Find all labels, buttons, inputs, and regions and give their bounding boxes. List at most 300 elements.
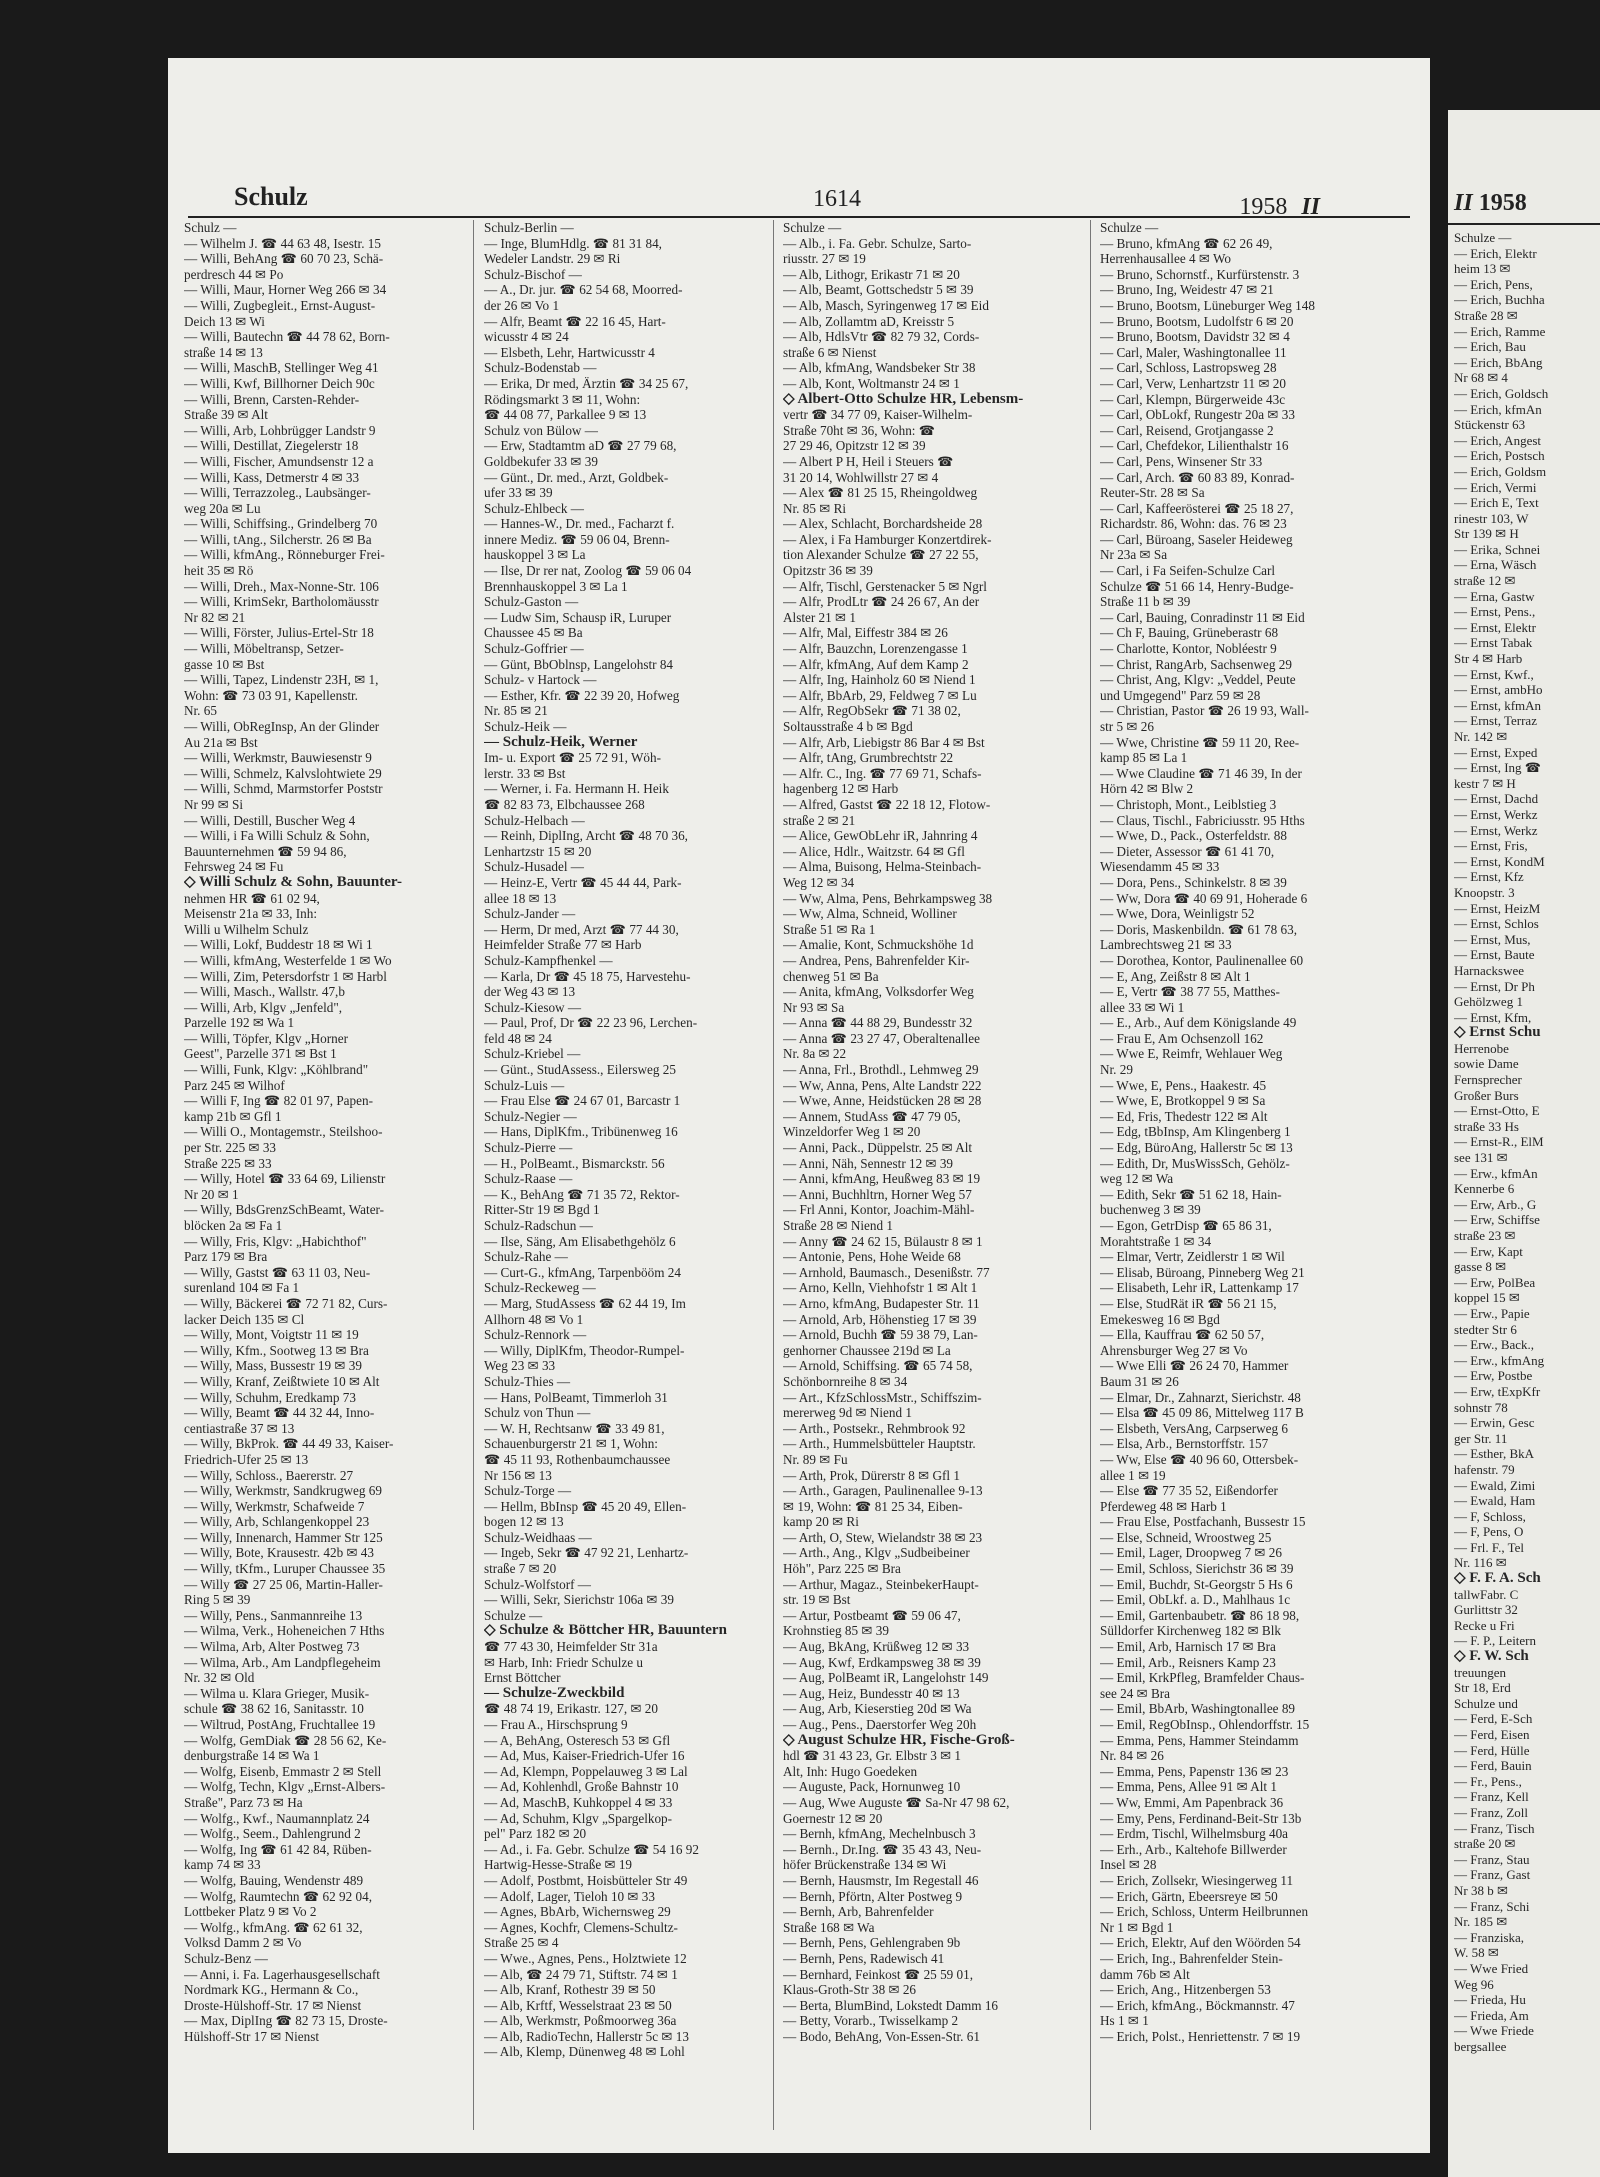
directory-entry: — Willi, Schiffsing., Grindelberg 70 [184,516,378,532]
directory-entry: — Carl, Schloss, Lastropsweg 28 [1100,360,1277,376]
directory-entry: Deich 13 ✉ Wi [184,313,265,329]
header-year-section [1239,194,1320,221]
directory-entry: Friedrich-Ufer 25 ✉ 13 [184,1451,309,1467]
directory-entry: — Aug, Arb, Kieserstieg 20d ✉ Wa [783,1701,972,1717]
directory-entry: Hörn 42 ✉ Blw 2 [1100,781,1194,797]
directory-entry: — Franz, Zoll [1454,1804,1529,1820]
directory-entry: — Willi, MaschB, Stellinger Weg 41 [184,360,379,376]
directory-entry: — Edg, tBbInsp, Am Klingenberg 1 [1100,1124,1291,1140]
directory-entry: heim 13 ✉ [1454,261,1511,277]
directory-entry: — Carl, Maler, Washingtonallee 11 [1100,344,1287,360]
directory-entry: — Aug, BkAng, Krüßweg 12 ✉ 33 [783,1639,970,1655]
directory-entry: Schulz-Bischof — [484,266,582,282]
directory-entry: — Christ, RangArb, Sachsenweg 29 [1100,656,1292,672]
directory-entry: — Willy, BdsGrenzSchBeamt, Water- [184,1202,385,1218]
directory-entry: — Willy, Bäckerei ☎ 72 71 82, Curs- [184,1295,388,1311]
directory-entry: Nr. 116 ✉ [1454,1555,1507,1571]
directory-entry: — Willi, Arb, Klgv „Jenfeld", [184,999,343,1015]
directory-entry: kestr 7 ✉ H [1454,775,1516,791]
directory-entry: — Ilse, Säng, Am Elisabethgehölz 6 [484,1233,676,1249]
directory-entry: — Berta, BlumBind, Lokstedt Damm 16 [783,1997,999,2013]
directory-entry: Parz 179 ✉ Bra [184,1249,268,1265]
directory-entry: — E, Vertr ☎ 38 77 55, Matthes- [1100,984,1280,1000]
directory-entry: — Christoph, Mont., Leiblstieg 3 [1100,796,1277,812]
directory-entry: — Ed, Fris, Thedestr 122 ✉ Alt [1100,1108,1268,1124]
directory-entry: — E., Arb., Auf dem Königslande 49 [1100,1015,1297,1031]
directory-entry: — Frau Else, Postfachanh, Bussestr 15 [1100,1514,1306,1530]
directory-entry: — Ww, Else ☎ 40 96 60, Ottersbek- [1100,1451,1299,1467]
directory-entry: — Ernst, Kwf., [1454,666,1534,682]
directory-entry: hauskoppel 3 ✉ La [484,547,586,563]
directory-entry: — Willi, Kass, Detmerstr 4 ✉ 33 [184,469,360,485]
directory-entry: — Ernst, Ing ☎ [1454,760,1541,776]
directory-entry: Schulz-Goffrier — [484,641,584,657]
directory-entry: ☎ 82 83 73, Elbchaussee 268 [484,796,645,812]
directory-entry: Hartwig-Hesse-Straße ✉ 19 [484,1857,633,1873]
directory-entry: — A., Dr. jur. ☎ 62 54 68, Moorred- [484,282,683,298]
directory-entry: — Wwe Fried [1454,1960,1529,1976]
directory-entry: — Frieda, Am [1454,2007,1529,2023]
directory-entry: straße 33 Hs [1454,1118,1519,1134]
directory-entry: Str 4 ✉ Harb [1454,651,1523,667]
directory-entry: nehmen HR ☎ 61 02 94, [184,890,320,906]
directory-entry: — Anni, Näh, Sennestr 12 ✉ 39 [783,1155,954,1171]
directory-entry: Schulz-Berlin — [484,220,574,235]
directory-entry: — Anni, kfmAng, Heußweg 83 ✉ 19 [783,1171,981,1187]
directory-entry: buchenweg 3 ✉ 39 [1100,1202,1201,1218]
directory-entry: Droste-Hülshoff-Str. 17 ✉ Nienst [184,1997,362,2013]
directory-entry: Schulz-Husadel — [484,859,584,875]
directory-entry: — Wilhelm J. ☎ 44 63 48, Isestr. 15 [184,235,381,251]
directory-entry: — Willi, kfmAng, Westerfelde 1 ✉ Wo [184,952,392,968]
adjacent-section: II [1454,190,1473,216]
directory-entry: — Ernst, Kfm, [1454,1009,1532,1025]
directory-entry: — Emma, Pens, Hammer Steindamm [1100,1732,1299,1748]
directory-entry: weg 20a ✉ Lu [184,500,261,516]
directory-entry: — Wilma, Arb, Alter Postweg 73 [184,1639,360,1655]
directory-entry: Nordmark KG., Hermann & Co., [184,1982,359,1998]
directory-entry: genhorner Chaussee 219d ✉ La [783,1342,951,1358]
directory-entry: — W. H, Rechtsanw ☎ 33 49 81, [484,1420,665,1436]
directory-entry: — Wolfg., Seem., Dahlengrund 2 [184,1826,361,1842]
directory-entry: — Alb, HdlsVtr ☎ 82 79 32, Cords- [783,329,980,345]
directory-entry: — Reinh, DiplIng, Archt ☎ 48 70 36, [484,828,688,844]
directory-entry: straße 12 ✉ [1454,573,1516,589]
directory-entry: innere Mediz. ☎ 59 06 04, Brenn- [484,531,670,547]
directory-entry: — Willi, Kwf, Billhorner Deich 90c [184,375,375,391]
directory-entry: — Ernst, Werkz [1454,806,1538,822]
directory-entry: Alster 21 ✉ 1 [783,609,856,625]
directory-entry: — Ernst-Otto, E [1454,1103,1540,1119]
directory-entry: Winzeldorfer Weg 1 ✉ 20 [783,1124,921,1140]
directory-entry: — Willi, Förster, Julius-Ertel-Str 18 [184,625,374,641]
directory-entry: Parzelle 192 ✉ Wa 1 [184,1015,295,1031]
column-divider [1090,220,1091,2130]
directory-entry: kamp 21b ✉ Gfl 1 [184,1108,282,1124]
directory-entry: — Erika, Dr med, Ärztin ☎ 34 25 67, [484,375,689,391]
directory-entry: — Erw., Back., [1454,1337,1535,1353]
directory-entry: straße 6 ✉ Nienst [783,344,877,360]
directory-column-1 [184,220,466,2140]
directory-entry: — Carl, Büroang, Saseler Heideweg [1100,531,1293,547]
directory-entry: Schulz-Raase — [484,1171,573,1187]
directory-entry: — Erw., kfmAng [1454,1352,1545,1368]
directory-entry: Schulz-Jander — [484,906,576,922]
directory-entry: — Anna, Frl., Brothdl., Lehmweg 29 [783,1062,979,1078]
directory-entry: Lottbeker Platz 9 ✉ Vo 2 [184,1904,317,1920]
directory-entry: — Ww, Dora ☎ 40 69 91, Hoherade 6 [1100,890,1308,906]
directory-entry: — Willi, Brenn, Carsten-Rehder- [184,391,360,407]
directory-entry: — Elmar, Dr., Zahnarzt, Sierichstr. 48 [1100,1389,1301,1405]
directory-entry: Fernsprecher [1454,1072,1522,1088]
directory-entry: Rödingsmarkt 3 ✉ 11, Wohn: [484,391,641,407]
directory-entry: stedter Str 6 [1454,1321,1517,1337]
directory-entry: ☎ 48 74 19, Erikastr. 127, ✉ 20 [484,1701,658,1717]
directory-entry: — Alb, ☎ 24 79 71, Stiftstr. 74 ✉ 1 [484,1966,678,1982]
directory-entry: Nr. 32 ✉ Old [184,1670,255,1686]
directory-entry: — Erich, Bau [1454,339,1526,355]
directory-entry: gasse 10 ✉ Bst [184,656,265,672]
directory-entry: Schulz-Ehlbeck — [484,500,584,516]
directory-entry: — Erich, Angest [1454,432,1542,448]
directory-entry: — Egon, GetrDisp ☎ 65 86 31, [1100,1218,1272,1233]
directory-entry: — Alice, GewObLehr iR, Jahnring 4 [783,828,978,844]
directory-entry: — Willy, Gastst ☎ 63 11 03, Neu- [184,1264,371,1280]
directory-entry: Herrenhausallee 4 ✉ Wo [1100,251,1231,267]
directory-entry: — Andrea, Pens, Bahrenfelder Kir- [783,952,970,968]
directory-entry: — Willi, Tapez, Lindenstr 23H, ✉ 1, [184,672,379,688]
directory-entry: — Willi, tAng., Silcherstr. 26 ✉ Ba [184,531,372,547]
directory-entry: — Ww, Alma, Pens, Behrkampsweg 38 [783,890,993,906]
directory-entry: — Günt., StudAssess., Eilersweg 25 [484,1062,676,1078]
directory-entry: — F. P., Leitern [1454,1633,1537,1649]
directory-entry: — Günt., Dr. med., Arzt, Goldbek- [484,469,669,485]
directory-entry: — Willi, KrimSekr, Bartholomäusstr [184,594,379,610]
directory-entry: Nr 23a ✉ Sa [1100,547,1168,563]
directory-entry: ufer 33 ✉ 39 [484,485,553,501]
directory-entry: Bauunternehmen ☎ 59 94 86, [184,843,347,859]
directory-entry: gasse 8 ✉ [1454,1259,1507,1275]
directory-entry: — Ad, Mus, Kaiser-Friedrich-Ufer 16 [484,1748,685,1764]
directory-entry: — Ad., i. Fa. Gebr. Schulze ☎ 54 16 92 [484,1841,699,1857]
directory-entry: Schulze — [783,220,842,235]
directory-entry: Schulz-Kiesow — [484,999,582,1015]
directory-entry: — Wolfg., Kwf., Naumannplatz 24 [184,1810,370,1826]
directory-entry: — Ewald, Ham [1454,1493,1536,1509]
page-header [188,176,1410,218]
directory-entry: — Betty, Vorarb., Twisselkamp 2 [783,2013,959,2029]
directory-entry: straße 7 ✉ 20 [484,1561,557,1577]
directory-entry: — Erdm, Tischl, Wilhelmsburg 40a [1100,1826,1289,1842]
directory-entry: Schulz-Reckeweg — [484,1280,596,1296]
directory-entry: Au 21a ✉ Bst [184,734,258,750]
directory-entry: Goernestr 12 ✉ 20 [783,1810,883,1826]
directory-entry: Nr. 142 ✉ [1454,729,1508,744]
directory-entry: — Carl, Verw, Lenhartzstr 11 ✉ 20 [1100,375,1286,391]
directory-entry: Nr. 8a ✉ 22 [783,1046,847,1062]
directory-entry: sohnstr 78 [1454,1399,1508,1415]
directory-entry: und Umgegend" Parz 59 ✉ 28 [1100,687,1261,703]
directory-entry: Alt, Inh: Hugo Goedeken [783,1763,918,1779]
directory-entry: — Ferd, Eisen [1454,1727,1530,1742]
directory-entry: — Alfr, BbArb, 29, Feldweg 7 ✉ Lu [783,687,977,703]
directory-entry: — Erich, Ang., Hitzenbergen 53 [1100,1982,1271,1998]
directory-entry: — Willy, Fris, Klgv: „Habichthof" [184,1233,367,1249]
directory-entry: — Aug, Heiz, Bundesstr 40 ✉ 13 [783,1685,960,1701]
directory-entry: W. 58 ✉ [1454,1945,1499,1961]
directory-entry: — Erich, Goldsm [1454,463,1547,479]
directory-entry: — Willi, Arb, Lohbrügger Landstr 9 [184,422,376,438]
directory-entry: blöcken 2a ✉ Fa 1 [184,1218,283,1233]
directory-entry: — Wolfg, Ing ☎ 61 42 84, Rüben- [184,1841,372,1857]
directory-entry: Str 139 ✉ H [1454,526,1519,542]
directory-entry: — Ernst, ambHo [1454,682,1543,698]
directory-entry: Pferdeweg 48 ✉ Harb 1 [1100,1498,1227,1514]
directory-entry: Straße 225 ✉ 33 [184,1155,272,1171]
directory-entry: ☎ 44 08 77, Parkallee 9 ✉ 13 [484,407,647,423]
directory-entry: — Anita, kfmAng, Volksdorfer Weg [783,984,974,1000]
directory-entry: rinestr 103, W [1454,510,1529,526]
directory-entry: Schulze — [1454,230,1512,245]
directory-column-3 [783,220,1065,2140]
directory-entry: — Erich, BbAng [1454,354,1543,370]
directory-entry: ◇ Ernst Schu [1454,1025,1541,1041]
directory-entry: — Esther, Kfr. ☎ 22 39 20, Hofweg [484,687,680,703]
directory-entry: — Ernst, kfmAn [1454,697,1542,713]
directory-entry: — Erich, Gärtn, Ebeersreye ✉ 50 [1100,1888,1278,1904]
directory-entry: weg 12 ✉ Wa [1100,1171,1174,1187]
directory-entry: — Alfr, Ing, Hainholz 60 ✉ Niend 1 [783,672,976,688]
directory-entry: Schulz-Luis — [484,1077,565,1093]
directory-entry: — Alfr, RegObSekr ☎ 71 38 02, [783,703,961,719]
directory-entry: — Max, DiplIng ☎ 82 73 15, Droste- [184,2013,388,2029]
directory-entry: — Arth, O, Stew, Wielandstr 38 ✉ 23 [783,1529,983,1545]
directory-entry: — Bernh, Pförtn, Alter Postweg 9 [783,1888,963,1904]
directory-entry: — Willi, Schmd, Marmstorfer Poststr [184,781,383,797]
directory-entry: — Franz, Gast [1454,1867,1531,1883]
directory-entry: der 26 ✉ Vo 1 [484,297,560,313]
directory-entry: surenland 104 ✉ Fa 1 [184,1280,300,1296]
directory-entry: — Carl, Klempn, Bürgerweide 43c [1100,391,1286,407]
directory-entry: Schulz-Bodenstab — [484,360,597,376]
directory-entry: — Aug, Kwf, Erdkampsweg 38 ✉ 39 [783,1654,981,1670]
header-name: Schulz [234,182,308,211]
directory-entry: — Alfr, Arb, Liebigstr 86 Bar 4 ✉ Bst [783,734,985,750]
directory-entry: — Marg, StudAssess ☎ 62 44 19, Im [484,1295,686,1311]
directory-entry: — Alb, Kranf, Rothestr 39 ✉ 50 [484,1982,656,1998]
directory-entry: — Alfred, Gastst ☎ 22 18 12, Flotow- [783,796,991,812]
directory-entry: — Alfr, Mal, Eiffestr 384 ✉ 26 [783,625,948,641]
directory-entry: — Willy, Mass, Bussestr 19 ✉ 39 [184,1358,362,1374]
directory-entry: — Willy, tKfm., Luruper Chaussee 35 [184,1561,386,1577]
directory-entry: — Anny ☎ 24 62 15, Bülaustr 8 ✉ 1 [783,1233,983,1249]
directory-entry: — F, Schloss, [1454,1508,1526,1524]
directory-entry: — Ad, Kohlenhdl, Große Bahnstr 10 [484,1779,679,1795]
directory-entry: — Frau Else ☎ 24 67 01, Barcastr 1 [484,1093,681,1109]
directory-entry: Schulz-Kriebel — [484,1046,581,1062]
directory-entry: Schauenburgerstr 21 ✉ 1, Wohn: [484,1436,658,1452]
directory-entry: Großer Burs [1454,1087,1519,1103]
directory-entry: — Willi O., Montagemstr., Steilshoo- [184,1124,383,1140]
directory-entry: bogen 12 ✉ 13 [484,1514,564,1530]
directory-entry: — Frau E, Am Ochsenzoll 162 [1100,1030,1264,1046]
directory-entry: — Erich, Schloss, Unterm Heilbrunnen [1100,1904,1309,1920]
directory-entry: Knoopstr. 3 [1454,884,1515,900]
directory-entry: — Anna ☎ 23 27 47, Oberaltenallee [783,1030,980,1046]
directory-entry: — Wwe Elli ☎ 26 24 70, Hammer [1100,1358,1289,1374]
directory-entry: straße 14 ✉ 13 [184,344,263,360]
directory-entry: Lenhartzstr 15 ✉ 20 [484,843,592,859]
directory-entry: Fehrsweg 24 ✉ Fu [184,859,284,875]
directory-entry: Nr 1 ✉ Bgd 1 [1100,1919,1174,1935]
directory-entry: — Alb, kfmAng, Wandsbeker Str 38 [783,360,976,376]
directory-entry: Schulz-Helbach — [484,812,585,828]
directory-entry: pel" Parz 182 ✉ 20 [484,1826,587,1842]
directory-entry: — Alb, Krftf, Wesselstraat 23 ✉ 50 [484,1997,672,2013]
directory-entry: Schulze — [484,1607,543,1623]
directory-entry: — Else ☎ 77 35 52, Eißendorfer [1100,1483,1278,1499]
directory-entry: wicusstr 4 ✉ 24 [484,329,569,345]
directory-entry: — Aug, Wwe Auguste ☎ Sa-Nr 47 98 62, [783,1794,1010,1810]
directory-entry: Stückenstr 63 [1454,417,1526,433]
directory-entry: — Alb., i. Fa. Gebr. Schulze, Sarto- [783,235,972,251]
directory-entry: — Ernst, Pens., [1454,604,1536,620]
directory-entry: — Erich, Ing., Bahrenfelder Stein- [1100,1950,1283,1966]
directory-entry: Schulz-Rennork — [484,1327,587,1343]
directory-entry: ger Str. 11 [1454,1430,1508,1446]
directory-entry: tion Alexander Schulze ☎ 27 22 55, [783,547,979,563]
directory-entry: — Arno, Kelln, Viehhofstr 1 ✉ Alt 1 [783,1280,978,1296]
directory-entry: — Hannes-W., Dr. med., Facharzt f. [484,516,675,532]
directory-entry: — Bernh, Hausmstr, Im Regestall 46 [783,1872,979,1888]
directory-entry: — Amalie, Kont, Schmuckshöhe 1d [783,937,974,953]
directory-entry: — Erna, Gastw [1454,588,1535,604]
directory-entry: — Arno, kfmAng, Budapester Str. 11 [783,1295,980,1311]
directory-entry: — Ww, Emmi, Am Papenbrack 36 [1100,1794,1284,1810]
directory-entry: — Willy, Innenarch, Hammer Str 125 [184,1529,383,1545]
directory-entry: Lambrechtsweg 21 ✉ 33 [1100,937,1232,953]
directory-entry: Schulz-Radschun — [484,1218,593,1233]
directory-entry: — Willy, Beamt ☎ 44 32 44, Inno- [184,1405,375,1421]
directory-column-4 [1100,220,1396,2140]
adjacent-page-column [1454,230,1600,2054]
directory-entry: — Emil, KrkPfleg, Bramfelder Chaus- [1100,1670,1305,1686]
directory-entry: Im- u. Export ☎ 25 72 91, Wöh- [484,750,661,766]
directory-entry: Herrenobe [1454,1040,1509,1056]
directory-entry: Straße 51 ✉ Ra 1 [783,921,876,937]
directory-entry: bergsallee [1454,2038,1507,2054]
directory-entry: heit 35 ✉ Rö [184,563,254,579]
directory-entry: — Erich, Vermi [1454,479,1537,495]
directory-entry: — Willi, Fischer, Amundsenstr 12 a [184,453,374,469]
directory-entry: — Ernst, Terraz [1454,713,1537,729]
directory-entry: — Arthur, Magaz., SteinbekerHaupt- [783,1576,979,1592]
directory-entry: — Willy, Arb, Schlangenkoppel 23 [184,1514,370,1530]
directory-entry: — Edith, Dr, MusWissSch, Gehölz- [1100,1155,1290,1171]
directory-entry: chenweg 51 ✉ Ba [783,968,879,984]
directory-entry: höfer Brückenstraße 134 ✉ Wi [783,1857,947,1873]
directory-entry: — Wolfg, Bauing, Wendenstr 489 [184,1872,364,1888]
directory-entry: Geest", Parzelle 371 ✉ Bst 1 [184,1046,337,1062]
directory-entry: — Alb, Klemp, Dünenweg 48 ✉ Lohl [484,2044,685,2060]
adjacent-page [1448,110,1600,2177]
directory-entry: — Ewald, Zimi [1454,1477,1536,1493]
directory-entry: hagenberg 12 ✉ Harb [783,781,899,797]
directory-entry: Schulz- v Hartock — [484,672,597,688]
directory-entry: Straße 28 ✉ Niend 1 [783,1218,893,1233]
directory-entry: — Arth., Postsekr., Rehmbrook 92 [783,1420,966,1436]
directory-entry: — Willy, BkProk. ☎ 44 49 33, Kaiser- [184,1436,394,1452]
directory-entry: Wiesendamm 45 ✉ 33 [1100,859,1220,875]
directory-entry: — Emil, BbArb, Washingtonallee 89 [1100,1701,1296,1717]
directory-entry: Schulz-Heik — [484,719,567,734]
directory-entry: — Ernst, KondM [1454,853,1545,869]
directory-entry: — Artur, Postbeamt ☎ 59 06 47, [783,1607,961,1623]
directory-entry: Nr. 84 ✉ 26 [1100,1748,1164,1764]
directory-entry: Schulz-Gaston — [484,594,579,610]
directory-entry: feld 48 ✉ 24 [484,1030,552,1046]
directory-entry: str. 19 ✉ Bst [783,1592,851,1608]
directory-entry: — Alfr, Bauzchn, Lorenzengasse 1 [783,641,968,657]
directory-entry: — Karla, Dr ☎ 45 18 75, Harvestehu- [484,968,691,984]
directory-entry: Schulze ☎ 51 66 14, Henry-Budge- [1100,578,1294,594]
directory-entry: — Carl, i Fa Seifen-Schulze Carl [1100,563,1276,579]
directory-entry: — Ernst, Baute [1454,947,1535,963]
directory-entry: — Willy, Schloss., Baererstr. 27 [184,1467,354,1483]
directory-entry: — Annem, StudAss ☎ 47 79 05, [783,1108,961,1124]
directory-entry: — Adolf, Lager, Tieloh 10 ✉ 33 [484,1888,655,1904]
directory-entry: — Alfr. C., Ing. ☎ 77 69 71, Schafs- [783,765,982,781]
page-number: 1614 [813,186,861,212]
directory-entry: Nr 93 ✉ Sa [783,999,845,1015]
directory-entry: Insel ✉ 28 [1100,1857,1157,1873]
directory-entry: — Erich, kfmAng., Böckmannstr. 47 [1100,1997,1295,2013]
directory-entry: — Alfr, Beamt ☎ 22 16 45, Hart- [484,313,666,329]
directory-entry: Schulz-Wolfstorf — [484,1576,591,1592]
directory-entry: Schulz von Bülow — [484,422,598,438]
directory-entry: Soltausstraße 4 b ✉ Bgd [783,719,913,734]
directory-entry: — Willi, Werkmstr, Bauwiesenstr 9 [184,750,372,766]
directory-entry: — Elsa ☎ 45 09 86, Mittelweg 117 B [1100,1405,1304,1421]
directory-entry: Goldbekufer 33 ✉ 39 [484,453,598,469]
directory-entry: Gehölzweg 1 [1454,994,1523,1010]
adjacent-page-header [1454,190,1527,217]
directory-entry: — Herm, Dr med, Arzt ☎ 77 44 30, [484,921,679,937]
directory-entry: — Carl, Kaffeerösterei ☎ 25 18 27, [1100,500,1294,516]
directory-entry: — Ch F, Bauing, Grüneberastr 68 [1100,625,1279,641]
directory-entry: — Bernh, Arb, Bahrenfelder [783,1904,934,1920]
directory-entry: Schulz-Weidhaas — [484,1529,592,1545]
directory-entry: — Hans, PolBeamt, Timmerloh 31 [484,1389,668,1405]
directory-entry: — Arnhold, Baumasch., Desenißstr. 77 [783,1264,990,1280]
directory-entry: — Erich, Postsch [1454,448,1545,464]
directory-entry: hdl ☎ 31 43 23, Gr. Elbstr 3 ✉ 1 [783,1748,962,1764]
directory-entry: — Wwe Claudine ☎ 71 46 39, In der [1100,765,1302,781]
directory-entry: Nr. 89 ✉ Fu [783,1451,848,1467]
directory-entry: — Alfr, tAng, Grumbrechtstr 22 [783,750,954,766]
directory-entry: — Art., KfzSchlossMstr., Schiffszim- [783,1389,982,1405]
directory-entry: see 24 ✉ Bra [1100,1685,1171,1701]
directory-entry: — Alex ☎ 81 25 15, Rheingoldweg [783,485,978,501]
directory-entry: per Str. 225 ✉ 33 [184,1140,277,1156]
directory-entry: — Bernh, Pens, Radewisch 41 [783,1950,945,1966]
directory-entry: — Paul, Prof, Dr ☎ 22 23 96, Lerchen- [484,1015,698,1031]
directory-entry: ☎ 45 11 93, Rothenbaumchaussee [484,1451,671,1467]
directory-entry: — Ernst, Kfz [1454,869,1524,885]
directory-entry: Schulz-Kampfhenkel — [484,952,613,968]
directory-entry: — Erich, Buchha [1454,292,1545,308]
directory-entry: — Erich, Polst., Henriettenstr. 7 ✉ 19 [1100,2028,1301,2044]
